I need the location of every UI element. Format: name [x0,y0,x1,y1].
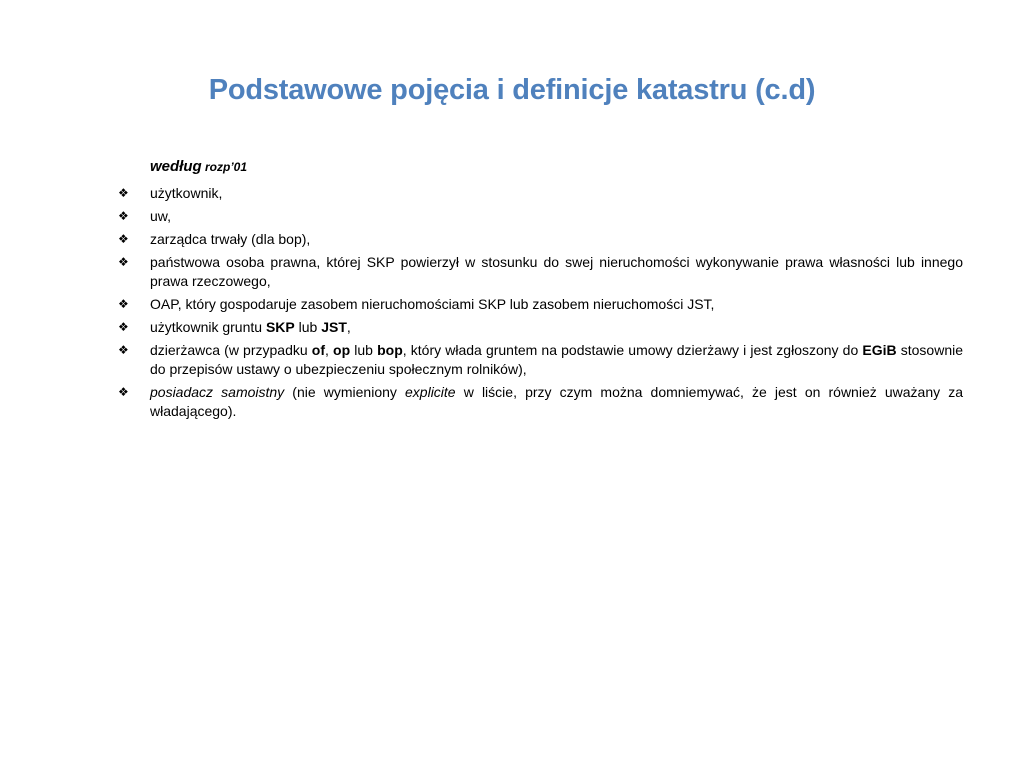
slide-subtitle [150,158,247,175]
diamond-bullet-icon: ❖ [118,385,129,399]
list-item-text [150,319,351,335]
text-segment: lub [350,342,378,358]
subtitle-reference: rozp’01 [201,160,248,174]
list-item [118,295,963,314]
text-segment: państwowa osoba prawna, której SKP powierzył w stosunku do swej nieruchomości wykonywanie prawa własności lub innego prawa rzeczowego, [150,254,963,289]
list-item-text [150,296,714,312]
text-segment: użytkownik, [150,185,223,201]
emphasis-bold: JST [321,319,347,335]
list-item-text [150,254,963,289]
list-item [118,230,963,249]
diamond-bullet-icon: ❖ [118,255,129,269]
subtitle-main: według [150,158,202,175]
list-item-text [150,208,171,224]
text-segment: lub [294,319,322,335]
text-segment: użytkownik gruntu [150,319,266,335]
list-item [118,341,963,379]
text-segment: dzierżawca (w przypadku [150,342,312,358]
diamond-bullet-icon: ❖ [118,186,129,200]
text-segment: uw, [150,208,172,224]
definition-list [118,184,963,425]
text-segment: OAP, który gospodaruje zasobem nieruchomościami SKP lub zasobem nieruchomości JST, [150,296,715,312]
emphasis-italic: posiadacz samoistny [150,384,285,400]
diamond-bullet-icon: ❖ [118,209,129,223]
list-item [118,253,963,291]
diamond-bullet-icon: ❖ [118,343,129,357]
emphasis-bold: SKP [265,319,295,335]
text-segment: , [325,342,334,358]
emphasis-bold: op [333,342,351,358]
list-item [118,318,963,337]
emphasis-bold: bop [377,342,403,358]
text-segment: w liście, przy czym można domniemywać, że jest on również uważany za władającego). [150,384,964,419]
slide-title: Podstawowe pojęcia i definicje katastru (c.d) [208,74,816,106]
emphasis-bold: of [311,342,325,358]
list-item-text [150,231,310,247]
text-segment: (nie wymieniony [284,384,406,400]
text-segment: zarządca trwały (dla bop), [150,231,311,247]
text-segment: stosownie do przepisów ustawy o ubezpieczeniu społecznym rolników), [150,342,964,377]
list-item [118,207,963,226]
text-segment: , [346,319,351,335]
list-item-text [150,342,963,377]
diamond-bullet-icon: ❖ [118,297,129,311]
emphasis-bold: EGiB [862,342,897,358]
text-segment: , który włada gruntem na podstawie umowy dzierżawy i jest zgłoszony do [402,342,863,358]
list-item-text [150,185,222,201]
diamond-bullet-icon: ❖ [118,320,129,334]
emphasis-italic: explicite [405,384,456,400]
diamond-bullet-icon: ❖ [118,232,129,246]
list-item-text [150,384,963,419]
list-item [118,383,963,421]
list-item [118,184,963,203]
